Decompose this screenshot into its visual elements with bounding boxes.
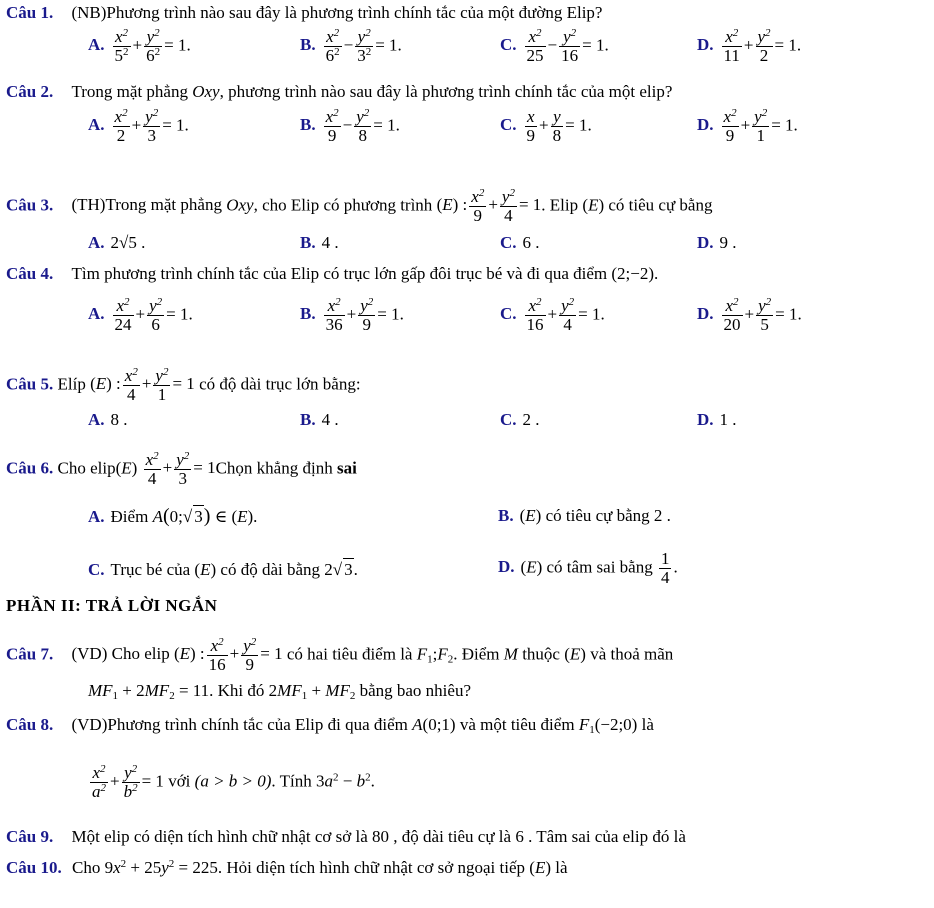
q4-option-c: C. $\frac{x^2}{16}$ + $\frac{y^2}{4}$ = 1. [500,296,605,334]
q6-label: Câu 6. [6,458,54,478]
q8-line2-a: với [168,771,191,791]
q7-text-a: (VD) Cho elip [71,644,170,664]
q1-option-a: A. $\frac{x^2}{5^2}$ + $\frac{y^2}{6^2}$ = 1. [88,27,191,65]
q6-option-d-text: có tâm sai bằng [546,557,653,577]
q7-line2-b: bằng bao nhiêu? [359,681,471,700]
section-2-heading: PHẦN II: TRẢ LỜI NGẮN [6,596,218,615]
q6-option-c-label: C. [88,560,105,579]
q10-text-a: Cho [71,858,101,877]
q5-equation: (E) : $\frac{x^2}{4}$ + $\frac{y^2}{1}$ = 1 [90,366,195,404]
q9-label: Câu 9. [6,827,54,846]
q7-label: Câu 7. [6,644,54,664]
q6-option-a-label: A. [88,507,105,526]
q5-prompt [6,367,361,404]
q2-option-c: C. $\frac{x}{9}$ + $\frac{y}{8}$ = 1. [500,107,592,145]
q4-option-a: A. $\frac{x^2}{24}$ + $\frac{y^2}{6}$ = 1. [88,296,193,334]
q9-text: Một elip có diện tích hình chữ nhật cơ sở là 80 , độ dài tiêu cự là 6 . Tâm sai của elip đó là [71,827,686,846]
q2-prompt [6,81,672,103]
q6-option-b: B. (E) có tiêu cự bằng 2 . [498,506,671,525]
q3-equation: (E) : $\frac{x^2}{9}$ + $\frac{y^2}{4}$ = 1 [436,187,542,225]
q4-option-b: B. $\frac{x^2}{36}$ + $\frac{y^2}{9}$ = 1. [300,296,404,334]
q5-text-b: có độ dài trục lớn bằng: [199,374,361,394]
q6-text-bold: sai [336,458,357,478]
q3-option-a-value: 2√5 . [110,233,146,252]
q3-oxy: Oxy [226,195,254,215]
q8-label: Câu 8. [6,715,54,734]
q8-text-c: là [641,715,654,734]
q6-option-c-text-b: có độ dài bằng [220,560,321,579]
q4-label: Câu 4. [6,264,54,283]
q1-label: Câu 1. [6,3,54,22]
q3-option-c [500,232,540,254]
q10-label: Câu 10. [6,858,62,877]
q6-option-b-text: có tiêu cự bằng 2 . [545,506,671,525]
q2-label: Câu 2. [6,82,54,101]
q3-option-c-label: C. [500,233,517,252]
q4-option-d-label: D. [697,304,714,324]
q5-option-b-label: B. [300,410,316,429]
q5-option-b [300,409,339,431]
q4-option-c-label: C. [500,304,517,324]
q4-option-a-label: A. [88,304,105,324]
q1-option-d-label: D. [697,35,714,55]
q7-text-d: thuộc [522,644,560,664]
q5-option-c-value: 2 . [522,410,540,429]
q7-M: M [503,644,518,664]
q3-option-b-value: 4 . [321,233,339,252]
q10-text-b: . Hỏi diện tích hình chữ nhật cơ sở ngoại tiếp [217,858,526,877]
q6-option-d-label: D. [498,557,515,577]
q6-option-c-text-a: Trục bé của [110,560,191,579]
q8-prompt: Câu 8. (VD)Phương trình chính tắc của Elip đi qua điểm A(0;1) và một tiêu điểm $F_1(-2;0)$ là [6,715,654,736]
q2-option-a: A. $\frac{x^2}{2}$ + $\frac{y^2}{3}$ = 1. [88,107,189,145]
q8-text-b: và một tiêu điểm [459,715,575,734]
q6-option-a-text: Điểm [110,507,149,526]
q6-option-d: D. (E) có tâm sai bằng $\frac{1}{4}$ . [498,549,678,587]
q2-option-b-label: B. [300,115,316,135]
q3-option-d-value: 9 . [719,233,737,252]
q5-option-a [88,409,128,431]
q3-text-a: (TH)Trong mặt phẳng [71,195,222,215]
q3-option-c-value: 6 . [522,233,540,252]
q1-prompt [6,2,602,24]
q5-option-b-value: 4 . [321,410,339,429]
q3-option-d [697,232,737,254]
q6-text-b: Chọn khẳng định [215,458,333,478]
q3-text-d: có tiêu cự bằng [608,195,713,215]
q1-option-c-label: C. [500,35,517,55]
q5-text-a: Elíp [57,374,86,394]
q6-option-b-label: B. [498,506,514,525]
q1-option-d: D. $\frac{x^2}{11}$ + $\frac{y^2}{2}$ = 1. [697,27,802,65]
q8-line2-b: . Tính [271,771,312,791]
q7-text-e: và thoả mãn [590,644,674,664]
q7-line2: $MF_1 + 2MF_2 = 11$. Khi đó $2MF_1 + MF_2$ bằng bao nhiêu? [88,681,471,702]
q9-prompt [6,826,686,848]
q3-text-b: , cho Elip có phương trình [253,195,433,215]
q5-option-d-label: D. [697,410,714,429]
q8-line2: $\frac{x^2}{a^2}$ + $\frac{y^2}{b^2}$ = 1 với (a > b > 0). Tính $3a^2 - b^2$. [92,763,375,801]
q6-option-a: A. Điểm A(0;√ 3) ∈ (E). [88,505,258,527]
q4-option-b-label: B. [300,304,316,324]
q8-text-a: (VD)Phương trình chính tắc của Elip đi qua điểm [71,715,408,734]
q3-option-d-label: D. [697,233,714,252]
q4-point: (2;−2) [611,264,655,283]
q5-option-d-value: 1 . [719,410,737,429]
q5-option-a-value: 8 . [110,410,128,429]
q3-option-a-label: A. [88,233,105,252]
q3-option-b [300,232,339,254]
q5-option-d [697,409,737,431]
q4-text: Tìm phương trình chính tắc của Elip có trục lớn gấp đôi trục bé và đi qua điểm [71,264,608,283]
q5-option-c-label: C. [500,410,517,429]
q4-prompt: Câu 4. Tìm phương trình chính tắc của Elip có trục lớn gấp đôi trục bé và đi qua điểm (2;−2). [6,264,659,283]
q2-option-d: D. $\frac{x^2}{9}$ + $\frac{y^2}{1}$ = 1. [697,107,798,145]
q4-option-d: D. $\frac{x^2}{20}$ + $\frac{y^2}{5}$ = 1. [697,296,802,334]
q5-option-a-label: A. [88,410,105,429]
q3-option-b-label: B. [300,233,316,252]
q2-option-c-label: C. [500,115,517,135]
q2-oxy: Oxy [192,82,220,101]
q2-option-b: B. $\frac{x^2}{9}$ − $\frac{y^2}{8}$ = 1. [300,107,400,145]
q10-text-c: là [555,858,568,877]
q1-option-b-label: B. [300,35,316,55]
q6-prompt: Câu 6. Cho elip(E) $\frac{x^2}{4}$ + $\frac{y^2}{3}$ = 1Chọn khẳng định sai [6,450,357,488]
q2-text-b: , phương trình nào sau đây là phương trình chính tắc của một elip? [219,82,673,101]
q2-option-a-label: A. [88,115,105,135]
q7-equation: (E) : $\frac{x^2}{16}$ + $\frac{y^2}{9}$ = 1 [173,636,283,674]
q7-text-c: . Điểm [453,644,500,664]
q5-option-c [500,409,540,431]
q1-option-a-label: A. [88,35,105,55]
q2-option-d-label: D. [697,115,714,135]
q7-prompt: Câu 7. (VD) Cho elip (E) : $\frac{x^2}{16}$ + $\frac{y^2}{9}$ = 1 có hai tiêu điểm là $F_1;F_2$. Điểm M thuộc (E) và thoả mãn [6,636,674,674]
q1-option-c: C. $\frac{x^2}{25}$ − $\frac{y^2}{16}$ = 1. [500,27,609,65]
q5-label: Câu 5. [6,374,54,394]
q1-text: (NB)Phương trình nào sau đây là phương trình chính tắc của một đường Elip? [71,3,603,22]
q6-equation: $\frac{x^2}{4}$ + $\frac{y^2}{3}$ = 1 [145,450,216,488]
q3-text-c: . Elip [541,195,579,215]
q1-option-b: B. $\frac{x^2}{6^2}$ − $\frac{y^2}{3^2}$ = 1. [300,27,402,65]
q3-option-a [88,232,145,254]
q3-label: Câu 3. [6,195,54,215]
q7-line2-a: . Khi đó [209,681,265,700]
q3-prompt: Câu 3. (TH)Trong mặt phẳng Oxy, cho Elip có phương trình (E) : $\frac{x^2}{9}$ + $\frac{y^2}{4}$ = 1. Elip (E) có tiêu cự bằng [6,187,713,225]
q2-text-a: Trong mặt phẳng [71,82,188,101]
q7-text-b: có hai tiêu điểm là [286,644,413,664]
q6-text-a: Cho elip [57,458,116,478]
q6-option-c: C. Trục bé của (E) có độ dài bằng 2√ 3. [88,560,358,579]
q8-condition: (a > b > 0) [194,771,272,791]
q10-prompt: Câu 10. Cho $9x^2 + 25y^2 = 225$. Hỏi diện tích hình chữ nhật cơ sở ngoại tiếp (E) là [6,858,568,877]
